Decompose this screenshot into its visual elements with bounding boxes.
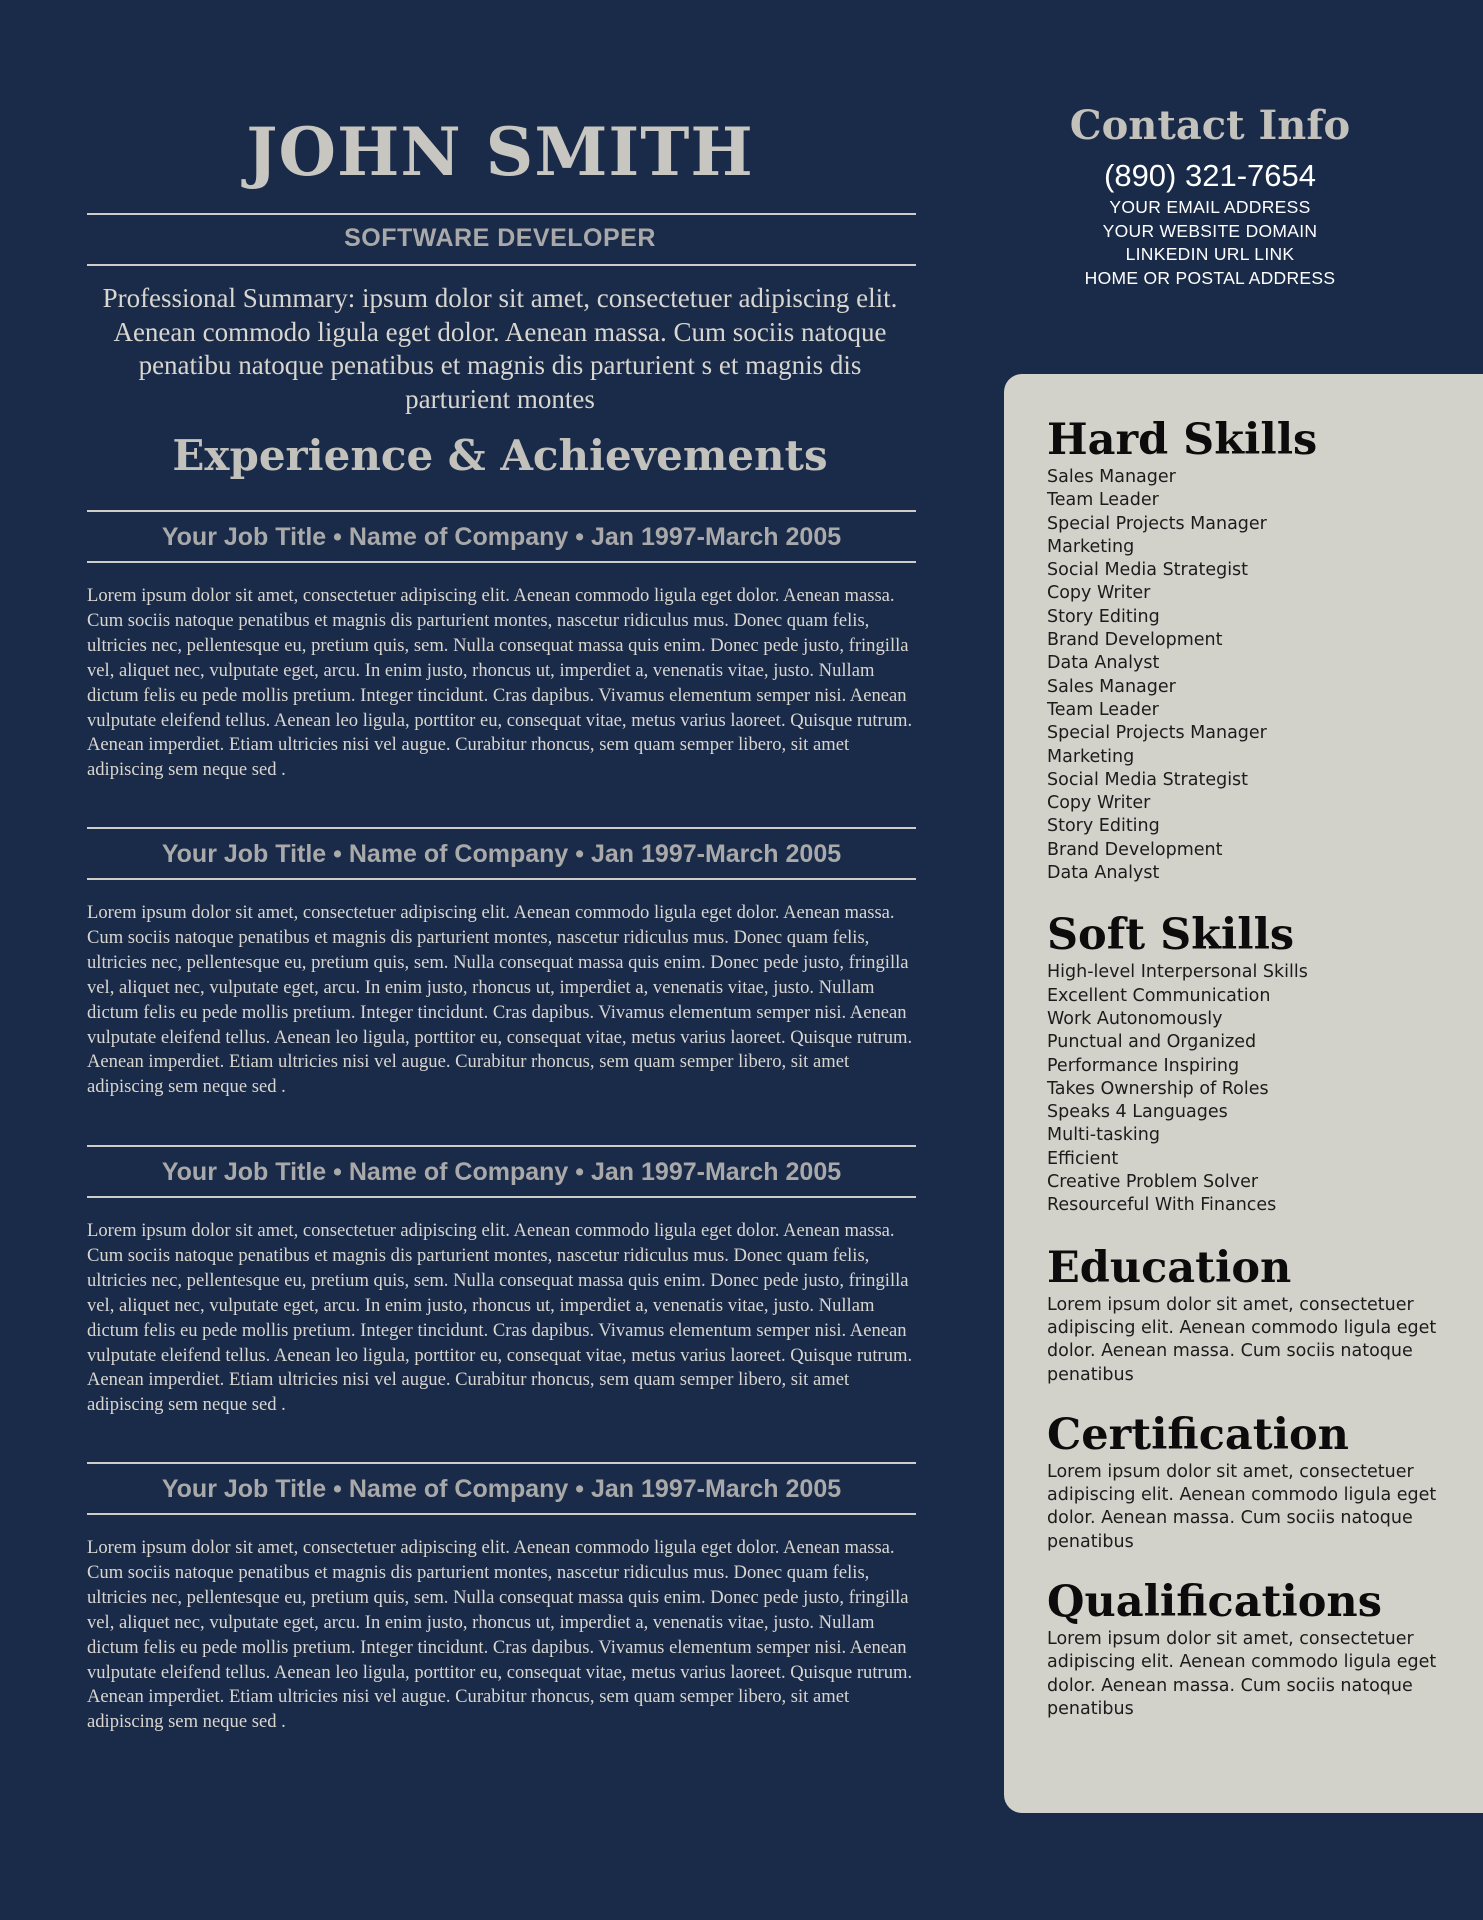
list-item: Brand Development <box>1047 630 1223 651</box>
contact-address: HOME OR POSTAL ADDRESS <box>1084 267 1336 288</box>
qualifications-heading: Qualifications <box>1047 1576 1382 1627</box>
list-item: Sales Manager <box>1047 467 1176 487</box>
list-item: Marketing <box>1047 746 1135 767</box>
certification-text: Lorem ipsum dolor sit amet, consectetuer adipiscing elit. Aenean commodo ligula eget dolor. Aenean massa. Cum sociis natoque penatibus <box>1047 1461 1437 1552</box>
contact-info <box>1000 100 1420 290</box>
job-description: Lorem ipsum dolor sit amet, consectetuer adipiscing elit. Aenean commodo ligula eget dolor. Aenean massa. Cum sociis natoque penatibus et magnis dis parturient montes, nascetur ridiculus mus. Donec quam felis, ultricies nec, pellentesque eu, pretium quis, sem. Nulla consequat massa quis enim. Donec pede justo, fringilla vel, aliquet nec, vulputate eget, arcu. In enim justo, rhoncus ut, imperdiet a, venenatis vitae, justo. Nullam dictum felis eu pede mollis pretium. Integer tincidunt. Cras dapibus. Vivamus elementum semper nisi. Aenean vulputate eleifend tellus. Aenean leo ligula, porttitor eu, consequat vitae, metus varius laoreet. Quisque rutrum. Aenean imperdiet. Etiam ultricies nisi vel augue. Curabitur rhoncus, sem quam semper libero, sit amet adipiscing sem neque sed . <box>87 902 913 1098</box>
list-item: Takes Ownership of Roles <box>1047 1078 1269 1099</box>
list-item: Team Leader <box>1047 490 1159 511</box>
hard-skills-list <box>1047 466 1467 885</box>
divider <box>87 213 916 215</box>
contact-linkedin: LINKEDIN URL LINK <box>1125 244 1295 264</box>
list-item: Special Projects Manager <box>1047 513 1267 534</box>
professional-summary: Professional Summary: ipsum dolor sit amet, consectetuer adipiscing elit. Aenean commodo ligula eget dolor. Aenean massa. Cum sociis natoque penatibu natoque penatibus et magnis dis parturient s et magnis dis parturient montes <box>102 283 898 414</box>
divider <box>87 1145 916 1147</box>
divider <box>87 1196 916 1198</box>
list-item: Resourceful With Finances <box>1047 1195 1277 1216</box>
list-item: Story Editing <box>1047 606 1160 627</box>
skills-panel <box>1004 374 1483 1813</box>
divider <box>87 510 916 512</box>
list-item: Data Analyst <box>1047 863 1160 884</box>
soft-skills-heading: Soft Skills <box>1047 910 1295 961</box>
list-item: Speaks 4 Languages <box>1047 1102 1228 1123</box>
list-item: Marketing <box>1047 536 1135 557</box>
job-title: Your Job Title • Name of Company • Jan 1997-March 2005 <box>161 1158 842 1186</box>
job-description: Lorem ipsum dolor sit amet, consectetuer adipiscing elit. Aenean commodo ligula eget dolor. Aenean massa. Cum sociis natoque penatibus et magnis dis parturient montes, nascetur ridiculus mus. Donec quam felis, ultricies nec, pellentesque eu, pretium quis, sem. Nulla consequat massa quis enim. Donec pede justo, fringilla vel, aliquet nec, vulputate eget, arcu. In enim justo, rhoncus ut, imperdiet a, venenatis vitae, justo. Nullam dictum felis eu pede mollis pretium. Integer tincidunt. Cras dapibus. Vivamus elementum semper nisi. Aenean vulputate eleifend tellus. Aenean leo ligula, porttitor eu, consequat vitae, metus varius laoreet. Quisque rutrum. Aenean imperdiet. Etiam ultricies nisi vel augue. Curabitur rhoncus, sem quam semper libero, sit amet adipiscing sem neque sed . <box>87 1537 913 1733</box>
list-item: Team Leader <box>1047 699 1159 720</box>
job-description: Lorem ipsum dolor sit amet, consectetuer adipiscing elit. Aenean commodo ligula eget dolor. Aenean massa. Cum sociis natoque penatibus et magnis dis parturient montes, nascetur ridiculus mus. Donec quam felis, ultricies nec, pellentesque eu, pretium quis, sem. Nulla consequat massa quis enim. Donec pede justo, fringilla vel, aliquet nec, vulputate eget, arcu. In enim justo, rhoncus ut, imperdiet a, venenatis vitae, justo. Nullam dictum felis eu pede mollis pretium. Integer tincidunt. Cras dapibus. Vivamus elementum semper nisi. Aenean vulputate eleifend tellus. Aenean leo ligula, porttitor eu, consequat vitae, metus varius laoreet. Quisque rutrum. Aenean imperdiet. Etiam ultricies nisi vel augue. Curabitur rhoncus, sem quam semper libero, sit amet adipiscing sem neque sed . <box>87 1220 913 1416</box>
experience-heading: Experience & Achievements <box>172 431 828 480</box>
list-item: Social Media Strategist <box>1047 769 1249 790</box>
job-role: SOFTWARE DEVELOPER <box>344 224 656 252</box>
list-item: Sales Manager <box>1047 676 1176 697</box>
list-item: Multi-tasking <box>1047 1125 1160 1146</box>
list-item: Creative Problem Solver <box>1047 1172 1259 1193</box>
list-item: Copy Writer <box>1047 583 1151 604</box>
job-title: Your Job Title • Name of Company • Jan 1997-March 2005 <box>161 1475 842 1503</box>
contact-phone: (890) 321-7654 <box>1104 158 1316 193</box>
education-heading: Education <box>1047 1242 1292 1293</box>
divider <box>87 1462 916 1464</box>
divider <box>87 1513 916 1515</box>
list-item: Story Editing <box>1047 816 1160 837</box>
job-title: Your Job Title • Name of Company • Jan 1997-March 2005 <box>161 840 842 868</box>
list-item: Social Media Strategist <box>1047 560 1249 581</box>
list-item: Brand Development <box>1047 839 1223 860</box>
list-item: Excellent Communication <box>1047 985 1271 1006</box>
soft-skills-list <box>1047 961 1467 1217</box>
certification-heading: Certification <box>1047 1409 1349 1460</box>
qualifications-text: Lorem ipsum dolor sit amet, consectetuer adipiscing elit. Aenean commodo ligula eget dolor. Aenean massa. Cum sociis natoque penatibus <box>1047 1628 1437 1719</box>
divider <box>87 561 916 563</box>
job-title: Your Job Title • Name of Company • Jan 1997-March 2005 <box>161 523 842 551</box>
contact-heading: Contact Info <box>1069 102 1351 149</box>
hard-skills-heading: Hard Skills <box>1047 415 1318 465</box>
list-item: Performance Inspiring <box>1047 1055 1240 1076</box>
list-item: Efficient <box>1047 1148 1119 1169</box>
list-item: Punctual and Organized <box>1047 1032 1257 1053</box>
list-item: Special Projects Manager <box>1047 723 1267 744</box>
list-item: Copy Writer <box>1047 793 1151 814</box>
job-description: Lorem ipsum dolor sit amet, consectetuer adipiscing elit. Aenean commodo ligula eget dolor. Aenean massa. Cum sociis natoque penatibus et magnis dis parturient montes, nascetur ridiculus mus. Donec quam felis, ultricies nec, pellentesque eu, pretium quis, sem. Nulla consequat massa quis enim. Donec pede justo, fringilla vel, aliquet nec, vulputate eget, arcu. In enim justo, rhoncus ut, imperdiet a, venenatis vitae, justo. Nullam dictum felis eu pede mollis pretium. Integer tincidunt. Cras dapibus. Vivamus elementum semper nisi. Aenean vulputate eleifend tellus. Aenean leo ligula, porttitor eu, consequat vitae, metus varius laoreet. Quisque rutrum. Aenean imperdiet. Etiam ultricies nisi vel augue. Curabitur rhoncus, sem quam semper libero, sit amet adipiscing sem neque sed . <box>87 585 913 781</box>
list-item: Work Autonomously <box>1047 1008 1223 1029</box>
divider <box>87 827 916 829</box>
list-item: Data Analyst <box>1047 653 1160 674</box>
education-text: Lorem ipsum dolor sit amet, consectetuer adipiscing elit. Aenean commodo ligula eget dolor. Aenean massa. Cum sociis natoque penatibus <box>1047 1294 1437 1385</box>
divider <box>87 878 916 880</box>
candidate-name: JOHN SMITH <box>246 113 754 191</box>
contact-email: YOUR EMAIL ADDRESS <box>1109 197 1311 217</box>
list-item: High-level Interpersonal Skills <box>1047 962 1308 983</box>
contact-website: YOUR WEBSITE DOMAIN <box>1102 220 1318 241</box>
divider <box>87 264 916 266</box>
